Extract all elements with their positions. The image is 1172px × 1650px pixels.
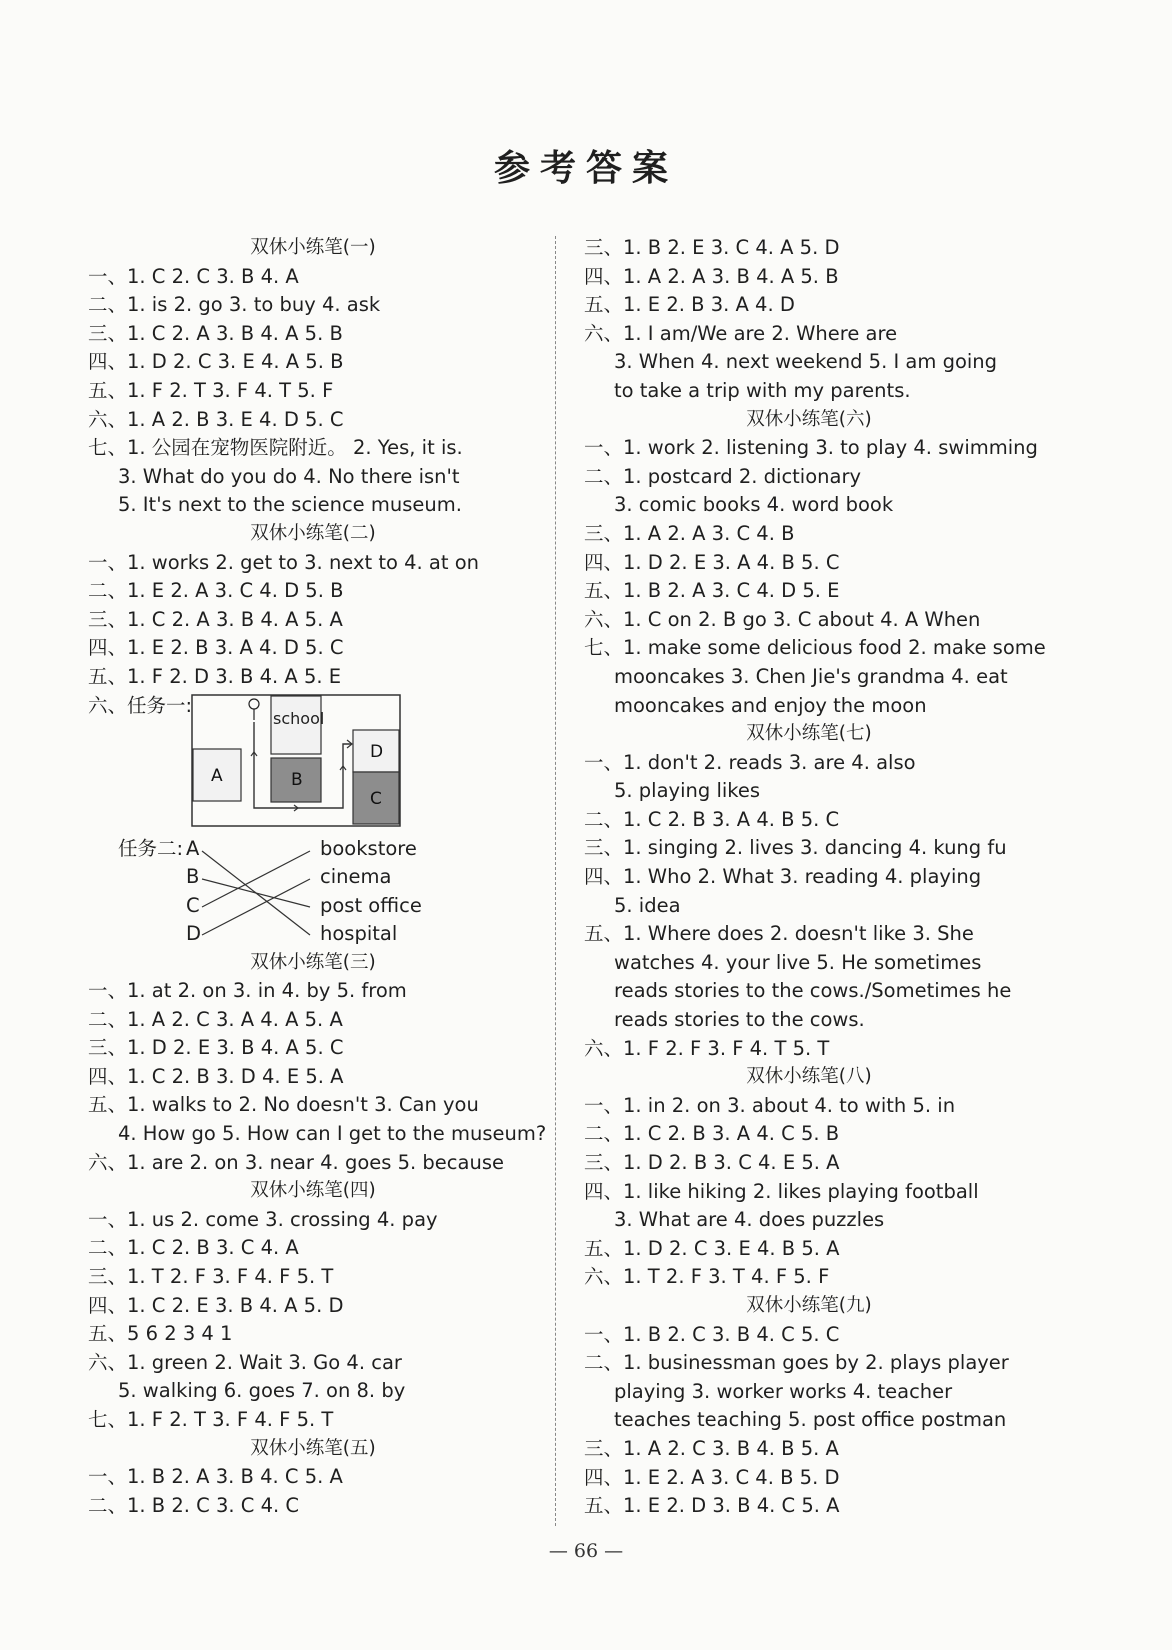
match-right-item: post office (320, 893, 422, 917)
section-heading: 双休小练笔(七) (746, 723, 872, 745)
section-heading: 双休小练笔(六) (746, 408, 872, 430)
answer-line-cont: 5. playing likes (614, 779, 761, 803)
match-right-item: hospital (320, 922, 398, 946)
answer-line: 四、1. like hiking 2. likes playing football (584, 1179, 979, 1203)
answer-line: 二、1. postcard 2. dictionary (584, 464, 862, 488)
column-divider (555, 236, 556, 1526)
section-heading: 双休小练笔(八) (746, 1066, 872, 1088)
answer-line: 三、1. A 2. A 3. C 4. B (584, 521, 795, 545)
answer-line: 三、1. D 2. E 3. B 4. A 5. C (88, 1036, 344, 1060)
match-left-item: D (186, 922, 202, 946)
answer-line-cont: teaches teaching 5. post office postman (614, 1408, 1007, 1432)
answer-line-cont: mooncakes 3. Chen Jie's grandma 4. eat (614, 664, 1008, 688)
answer-line-cont: reads stories to the cows. (614, 1008, 865, 1032)
answer-line-cont: 5. It's next to the science museum. (118, 493, 462, 517)
answer-line: 三、1. singing 2. lives 3. dancing 4. kung fu (584, 836, 1007, 860)
answer-line: 六、1. T 2. F 3. T 4. F 5. F (584, 1265, 830, 1289)
section-heading: 双休小练笔(三) (250, 951, 376, 973)
answer-line: 五、1. B 2. A 3. C 4. D 5. E (584, 579, 840, 603)
answer-line: 二、1. E 2. A 3. C 4. D 5. B (88, 579, 344, 603)
answer-line: 二、1. C 2. B 3. C 4. A (88, 1236, 299, 1260)
answer-line: 四、1. C 2. E 3. B 4. A 5. D (88, 1293, 344, 1317)
answer-line-cont: 5. idea (614, 893, 681, 917)
answer-line-cont: 4. How go 5. How can I get to the museum? (118, 1122, 547, 1146)
answer-line: 六、1. C on 2. B go 3. C about 4. A When (584, 607, 981, 631)
answer-line: 四、1. A 2. A 3. B 4. A 5. B (584, 264, 839, 288)
school-label: school (273, 708, 325, 728)
answer-line: 一、1. work 2. listening 3. to play 4. swimming (584, 436, 1038, 460)
answer-line-cont: 3. What do you do 4. No there isn't (118, 464, 460, 488)
answer-line: 二、1. A 2. C 3. A 4. A 5. A (88, 1007, 343, 1031)
answer-line: 二、1. is 2. go 3. to buy 4. ask (88, 293, 381, 317)
page-title: 参考答案 (493, 147, 678, 189)
page-number: — 66 — (548, 1540, 624, 1562)
answer-line: 七、1. make some delicious food 2. make some (584, 636, 1046, 660)
section-heading: 双休小练笔(九) (746, 1294, 872, 1316)
answer-line: 一、1. works 2. get to 3. next to 4. at on (88, 550, 480, 574)
answer-line-cont: watches 4. your live 5. He sometimes (614, 950, 982, 974)
answer-line-cont: mooncakes and enjoy the moon (614, 693, 927, 717)
answer-line: 五、1. E 2. D 3. B 4. C 5. A (584, 1494, 840, 1518)
task2-label: 任务二: (118, 836, 184, 860)
task1-map (88, 692, 538, 835)
answer-line: 六、1. I am/We are 2. Where are (584, 321, 898, 345)
answer-line: 六、1. are 2. on 3. near 4. goes 5. because (88, 1150, 504, 1174)
match-line (202, 879, 310, 907)
answer-line: 三、1. C 2. A 3. B 4. A 5. A (88, 607, 343, 631)
answer-line: 七、1. F 2. T 3. F 4. F 5. T (88, 1408, 334, 1431)
answer-line-cont: 3. When 4. next weekend 5. I am going (614, 350, 998, 374)
section-heading: 双休小练笔(五) (250, 1437, 376, 1459)
answer-line: 三、1. D 2. B 3. C 4. E 5. A (584, 1151, 840, 1174)
answer-line: 五、1. Where does 2. doesn't like 3. She (584, 922, 974, 946)
answer-line-cont: to take a trip with my parents. (614, 378, 911, 402)
section-heading: 双休小练笔(四) (250, 1180, 376, 1202)
answer-line: 一、1. B 2. C 3. B 4. C 5. C (584, 1322, 840, 1346)
answer-line: 四、1. E 2. B 3. A 4. D 5. C (88, 636, 344, 660)
answer-line: 五、1. F 2. T 3. F 4. T 5. F (88, 378, 334, 402)
answer-line: 四、1. C 2. B 3. D 4. E 5. A (88, 1064, 344, 1088)
right-column (584, 234, 1046, 1521)
section-heading: 双休小练笔(一) (250, 237, 376, 258)
answer-line-cont: reads stories to the cows./Sometimes he (614, 979, 1012, 1003)
match-right-item: cinema (320, 865, 392, 889)
match-left-item: B (186, 865, 200, 889)
answer-line: 三、1. B 2. E 3. C 4. A 5. D (584, 236, 840, 259)
answer-line: 二、1. C 2. B 3. A 4. B 5. C (584, 807, 840, 831)
matching-lines (88, 835, 328, 949)
answer-line: 五、1. F 2. D 3. B 4. A 5. E (88, 664, 342, 688)
building-c-label: C (370, 788, 382, 809)
answer-line-cont: 3. What are 4. does puzzles (614, 1208, 885, 1232)
person-icon (249, 699, 259, 709)
task2-matching (88, 835, 538, 949)
section-heading: 双休小练笔(二) (250, 522, 376, 544)
answer-line: 一、1. at 2. on 3. in 4. by 5. from (88, 979, 407, 1003)
answer-line: 一、1. us 2. come 3. crossing 4. pay (88, 1207, 438, 1231)
answer-line: 二、1. B 2. C 3. C 4. C (88, 1493, 300, 1517)
answer-line: 一、1. don't 2. reads 3. are 4. also (584, 750, 916, 774)
answer-line-cont: 3. comic books 4. word book (614, 493, 894, 517)
answer-line: 一、1. C 2. C 3. B 4. A (88, 264, 299, 288)
match-line (202, 851, 310, 907)
answer-line: 六、1. F 2. F 3. F 4. T 5. T (584, 1036, 830, 1060)
match-right-item: bookstore (320, 836, 417, 860)
answer-line: 二、1. C 2. B 3. A 4. C 5. B (584, 1122, 840, 1146)
task1-label: 六、任务一: (88, 693, 193, 717)
answer-line: 四、1. Who 2. What 3. reading 4. playing (584, 865, 982, 889)
answer-line-cont: playing 3. worker works 4. teacher (614, 1379, 953, 1403)
answer-line: 七、1. 公园在宠物医院附近。 2. Yes, it is. (88, 436, 463, 460)
match-left-item: C (186, 893, 200, 917)
answer-line-cont: 5. walking 6. goes 7. on 8. by (118, 1379, 406, 1403)
answer-line: 四、1. E 2. A 3. C 4. B 5. D (584, 1465, 840, 1489)
answer-line: 三、1. C 2. A 3. B 4. A 5. B (88, 321, 343, 345)
building-a-label: A (211, 765, 223, 786)
match-left-item: A (186, 836, 200, 860)
answer-line: 二、1. businessman goes by 2. plays player (584, 1351, 1009, 1375)
left-column (88, 234, 547, 1520)
answer-line: 一、1. in 2. on 3. about 4. to with 5. in (584, 1093, 956, 1117)
answer-line: 五、1. D 2. C 3. E 4. B 5. A (584, 1236, 840, 1260)
building-b-label: B (291, 769, 303, 790)
answer-line: 六、1. green 2. Wait 3. Go 4. car (88, 1350, 402, 1374)
answer-line: 六、1. A 2. B 3. E 4. D 5. C (88, 407, 344, 431)
answer-line: 四、1. D 2. E 3. A 4. B 5. C (584, 550, 840, 574)
building-d-label: D (370, 741, 384, 762)
answer-line: 三、1. A 2. C 3. B 4. B 5. A (584, 1436, 839, 1460)
answer-line: 四、1. D 2. C 3. E 4. A 5. B (88, 350, 344, 374)
answer-line: 五、1. walks to 2. No doesn't 3. Can you (88, 1093, 479, 1117)
answer-line: 三、1. T 2. F 3. F 4. F 5. T (88, 1265, 334, 1289)
route-map (191, 694, 403, 830)
match-line (202, 879, 310, 935)
answer-line: 一、1. B 2. A 3. B 4. C 5. A (88, 1465, 343, 1489)
answer-line: 五、1. E 2. B 3. A 4. D (584, 293, 795, 317)
answer-line: 五、5 6 2 3 4 1 (88, 1322, 233, 1346)
